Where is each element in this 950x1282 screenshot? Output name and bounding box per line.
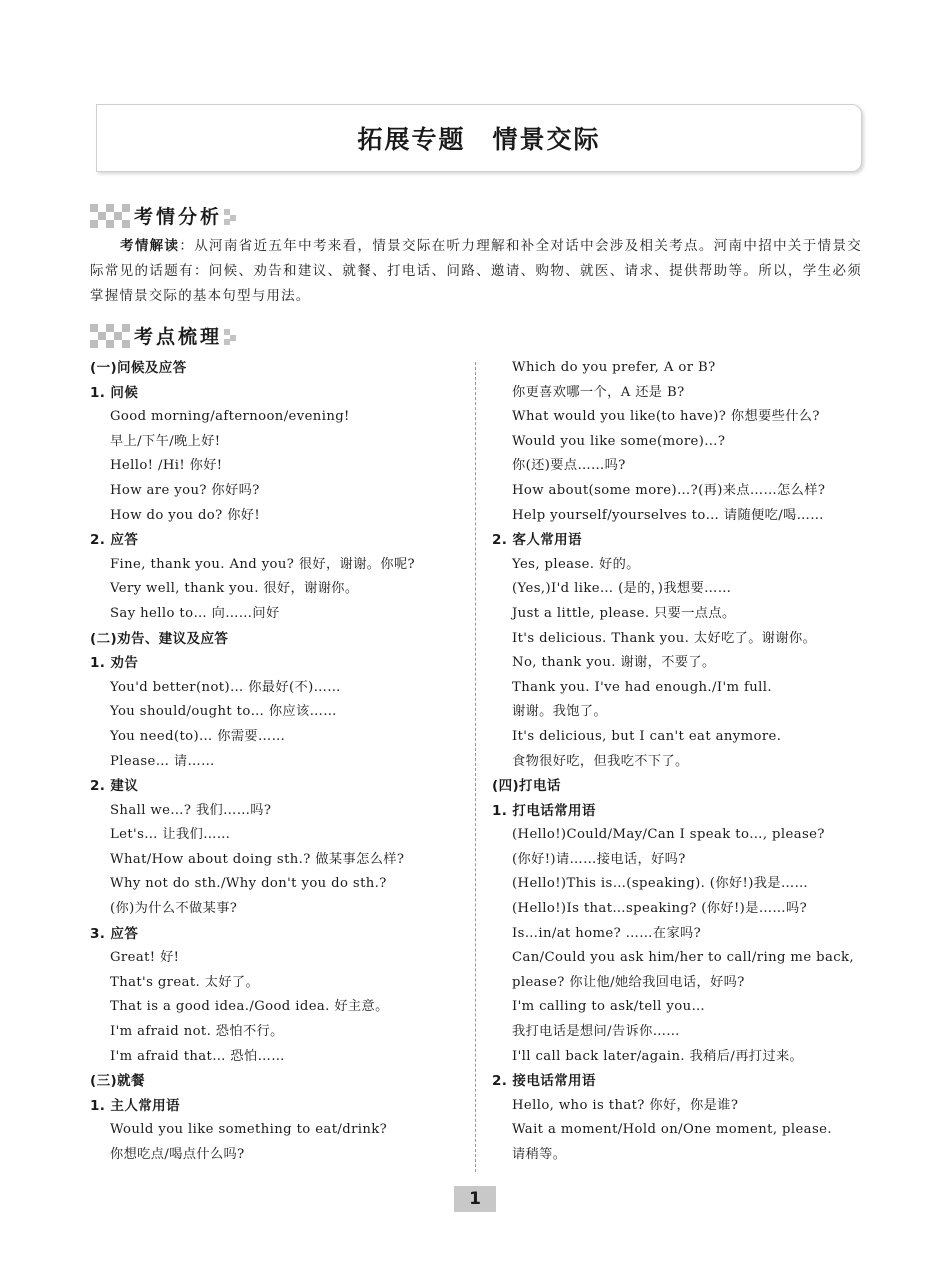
checker-decoration-icon: [90, 204, 130, 226]
phrase-line: Wait a moment/Hold on/One moment, please.: [512, 1122, 832, 1138]
subheading: 1. 劝告: [90, 655, 139, 672]
section-heading-points: [90, 320, 240, 350]
page-title: 拓展专题 情景交际: [357, 125, 601, 154]
phrase-line: Hello! /Hi! 你好!: [110, 458, 223, 474]
subheading: 1. 主人常用语: [90, 1097, 180, 1114]
phrase-line: Would you like something to eat/drink?: [110, 1122, 388, 1138]
phrase-line: It's delicious. Thank you. 太好吃了。谢谢你。: [512, 630, 817, 646]
intro-lead: 考情解读: [120, 238, 180, 254]
phrase-line: (Yes,)I'd like… (是的，)我想要……: [512, 581, 732, 597]
phrase-line: How are you? 你好吗?: [110, 482, 260, 498]
phrase-line: (你)为什么不做某事?: [110, 901, 238, 917]
phrase-line: No, thank you. 谢谢，不要了。: [512, 655, 716, 671]
intro-paragraph: [90, 234, 862, 309]
phrase-line: You'd better(not)… 你最好(不)……: [110, 679, 341, 695]
category-heading: (二)劝告、建议及应答: [90, 630, 229, 647]
phrase-line: It's delicious, but I can't eat anymore.: [512, 728, 782, 744]
phrase-line: (你好!)请……接电话，好吗?: [512, 851, 686, 867]
phrase-line: Great! 好!: [110, 950, 180, 966]
column-divider: [475, 362, 476, 1172]
category-heading: (三)就餐: [90, 1073, 145, 1090]
phrase-line: Hello, who is that? 你好，你是谁?: [512, 1097, 739, 1113]
section-heading-analysis: [90, 200, 240, 230]
subheading: 2. 建议: [90, 778, 139, 795]
phrase-line: 我打电话是想问/告诉你……: [512, 1024, 680, 1040]
phrase-line: That's great. 太好了。: [110, 974, 260, 990]
phrase-line: That is a good idea./Good idea. 好主意。: [110, 999, 389, 1015]
category-heading: (四)打电话: [492, 778, 561, 795]
phrase-line: Thank you. I've had enough./I'm full.: [512, 679, 772, 695]
phrase-line: Very well, thank you. 很好，谢谢你。: [110, 581, 359, 597]
phrase-line: 食物很好吃，但我吃不下了。: [512, 753, 689, 769]
phrase-line: What would you like(to have)? 你想要些什么?: [512, 409, 820, 425]
phrase-line: 你(还)要点……吗?: [512, 458, 626, 474]
phrase-line: Good morning/afternoon/evening!: [110, 409, 350, 425]
subheading: 2. 应答: [90, 532, 139, 549]
section-heading-label: 考点梳理: [134, 325, 223, 348]
left-column: [90, 356, 460, 1168]
phrase-line: 早上/下午/晚上好!: [110, 433, 221, 449]
phrase-line: Yes, please. 好的。: [512, 556, 640, 572]
phrase-line: (Hello!)Is that…speaking? (你好!)是……吗?: [512, 901, 808, 917]
phrase-line: How about(some more)…?(再)来点……怎么样?: [512, 482, 826, 498]
checker-decoration-icon: [90, 324, 130, 346]
tail-decoration-icon: [224, 325, 240, 345]
phrase-line: 你想吃点/喝点什么吗?: [110, 1147, 245, 1162]
phrase-line: You need(to)… 你需要……: [110, 728, 286, 744]
tail-decoration-icon: [224, 205, 240, 225]
subheading: 3. 应答: [90, 925, 139, 942]
section-heading-label: 考情分析: [134, 205, 223, 228]
phrase-line: What/How about doing sth.? 做某事怎么样?: [110, 851, 405, 867]
category-heading: (一)问候及应答: [90, 360, 187, 376]
phrase-line: Please… 请……: [110, 753, 215, 769]
phrase-line: Would you like some(more)…?: [512, 433, 726, 449]
phrase-line: Let's… 让我们……: [110, 827, 231, 843]
subheading: 2. 接电话常用语: [492, 1073, 596, 1090]
right-column: [492, 356, 872, 1168]
phrase-line: Fine, thank you. And you? 很好，谢谢。你呢?: [110, 556, 416, 572]
subheading: 1. 打电话常用语: [492, 802, 596, 819]
phrase-line: 你更喜欢哪一个，A 还是 B?: [512, 384, 685, 400]
phrase-line: 谢谢。我饱了。: [512, 704, 608, 720]
phrase-line: You should/ought to… 你应该……: [110, 704, 337, 720]
subheading: 1. 问候: [90, 384, 139, 401]
phrase-line: Help yourself/yourselves to… 请随便吃/喝……: [512, 507, 824, 523]
phrase-line: Can/Could you ask him/her to call/ring me back,: [512, 950, 854, 966]
phrase-line: (Hello!)This is…(speaking). (你好!)我是……: [512, 876, 809, 892]
phrase-line: I'm afraid that… 恐怕……: [110, 1048, 285, 1064]
phrase-line: How do you do? 你好!: [110, 507, 261, 523]
phrase-line: I'm calling to ask/tell you…: [512, 999, 706, 1015]
phrase-line: Shall we…? 我们……吗?: [110, 802, 272, 818]
phrase-line: Is…in/at home? ……在家吗?: [512, 925, 702, 941]
phrase-line: please? 你让他/她给我回电话，好吗?: [512, 974, 745, 990]
phrase-line: Just a little, please. 只要一点点。: [512, 605, 736, 621]
phrase-line: Why not do sth./Why don't you do sth.?: [110, 876, 387, 892]
phrase-line: Which do you prefer, A or B?: [512, 360, 716, 375]
phrase-line: I'm afraid not. 恐怕不行。: [110, 1024, 284, 1040]
page-number: 1: [454, 1186, 496, 1212]
phrase-line: 请稍等。: [512, 1147, 567, 1162]
title-box: [96, 104, 862, 172]
phrase-line: I'll call back later/again. 我稍后/再打过来。: [512, 1048, 804, 1064]
intro-text: ：从河南省近五年中考来看，情景交际在听力理解和补全对话中会涉及相关考点。河南中招中关于情景交际常见的话题有：问候、劝告和建议、就餐、打电话、问路、邀请、购物、就医、请求、提供帮助等。所以，学生必须掌握情景交际的基本句型与用法。: [90, 238, 862, 304]
subheading: 2. 客人常用语: [492, 532, 582, 549]
phrase-line: (Hello!)Could/May/Can I speak to…, please?: [512, 827, 825, 843]
phrase-line: Say hello to… 向……问好: [110, 605, 280, 621]
